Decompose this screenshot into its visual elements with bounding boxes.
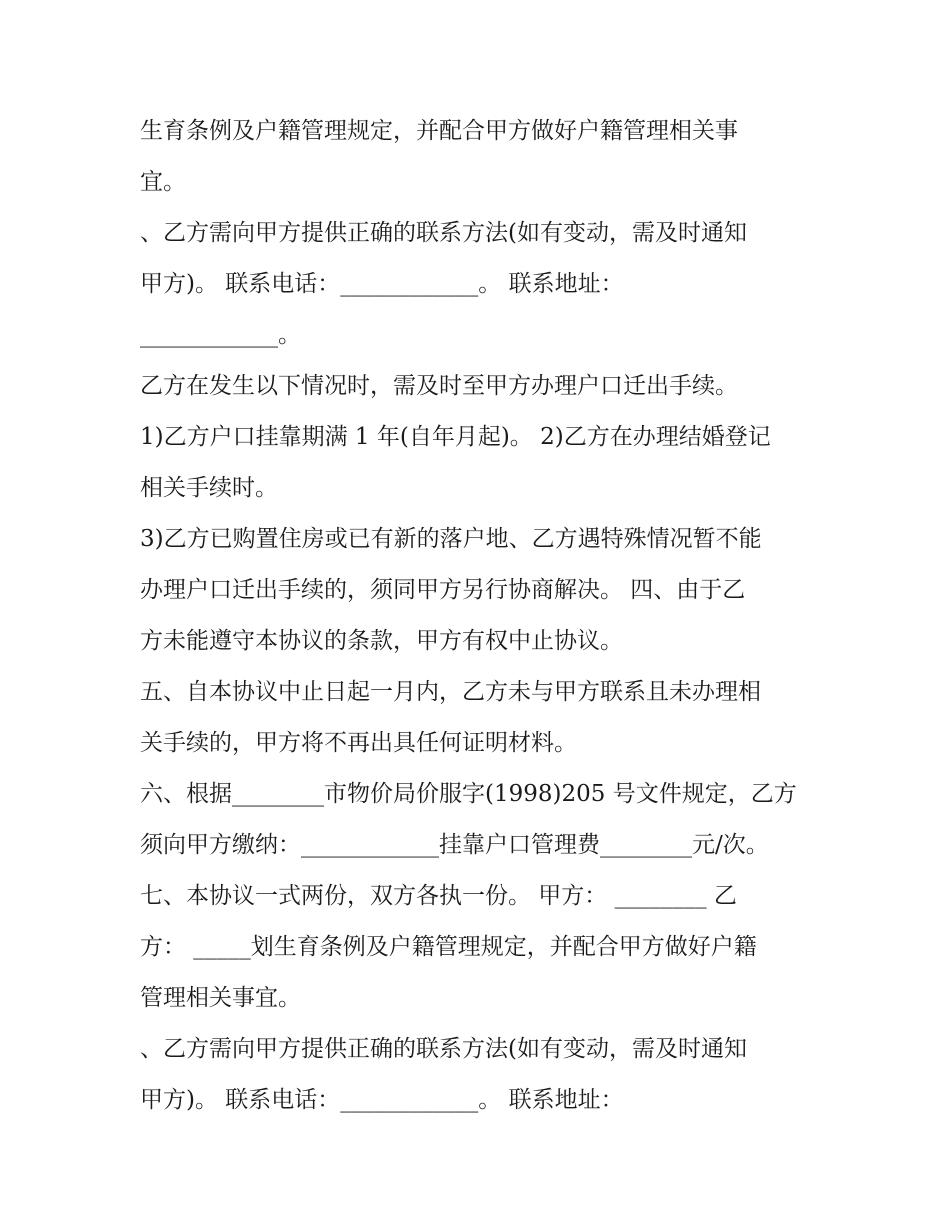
- text-line: 关手续的，甲方将不再出具任何证明材料。: [140, 730, 577, 756]
- text-line: 生育条例及户籍管理规定，并配合甲方做好户籍管理相关事: [140, 118, 738, 144]
- text-line: 1)乙方户口挂靠期满 1 年(自年月起)。 2)乙方在办理结婚登记: [140, 424, 771, 450]
- text-line: 宜。: [140, 169, 186, 195]
- document-body: [140, 106, 820, 1126]
- text-line: 六、根据________市物价局价服字(1998)205 号文件规定，乙方: [140, 781, 797, 807]
- text-line: 须向甲方缴纳：____________挂靠户口管理费________元/次。: [140, 832, 769, 858]
- text-line: 管理相关事宜。: [140, 985, 301, 1011]
- text-line: 3)乙方已购置住房或已有新的落户地、乙方遇特殊情况暂不能: [140, 526, 762, 552]
- text-line: 方未能遵守本协议的条款，甲方有权中止协议。: [140, 628, 623, 654]
- text-line: 办理户口迁出手续的，须同甲方另行协商解决。 四、由于乙: [140, 577, 746, 603]
- text-line: 乙方在发生以下情况时，需及时至甲方办理户口迁出手续。: [140, 373, 738, 399]
- text-line: 甲方)。 联系电话：____________。 联系地址：: [140, 1087, 624, 1113]
- text-line: 、乙方需向甲方提供正确的联系方法(如有变动，需及时通知: [140, 1036, 747, 1062]
- text-line: 、乙方需向甲方提供正确的联系方法(如有变动，需及时通知: [140, 220, 747, 246]
- text-line: 方： _____划生育条例及户籍管理规定，并配合甲方做好户籍: [140, 934, 757, 960]
- text-line: 相关手续时。: [140, 475, 278, 501]
- text-line: 甲方)。 联系电话：____________。 联系地址：: [140, 271, 624, 297]
- text-line: 五、自本协议中止日起一月内，乙方未与甲方联系且未办理相: [140, 679, 761, 705]
- text-line: 七、本协议一式两份，双方各执一份。 甲方： ________ 乙: [140, 883, 737, 909]
- text-line: ____________。: [140, 322, 301, 348]
